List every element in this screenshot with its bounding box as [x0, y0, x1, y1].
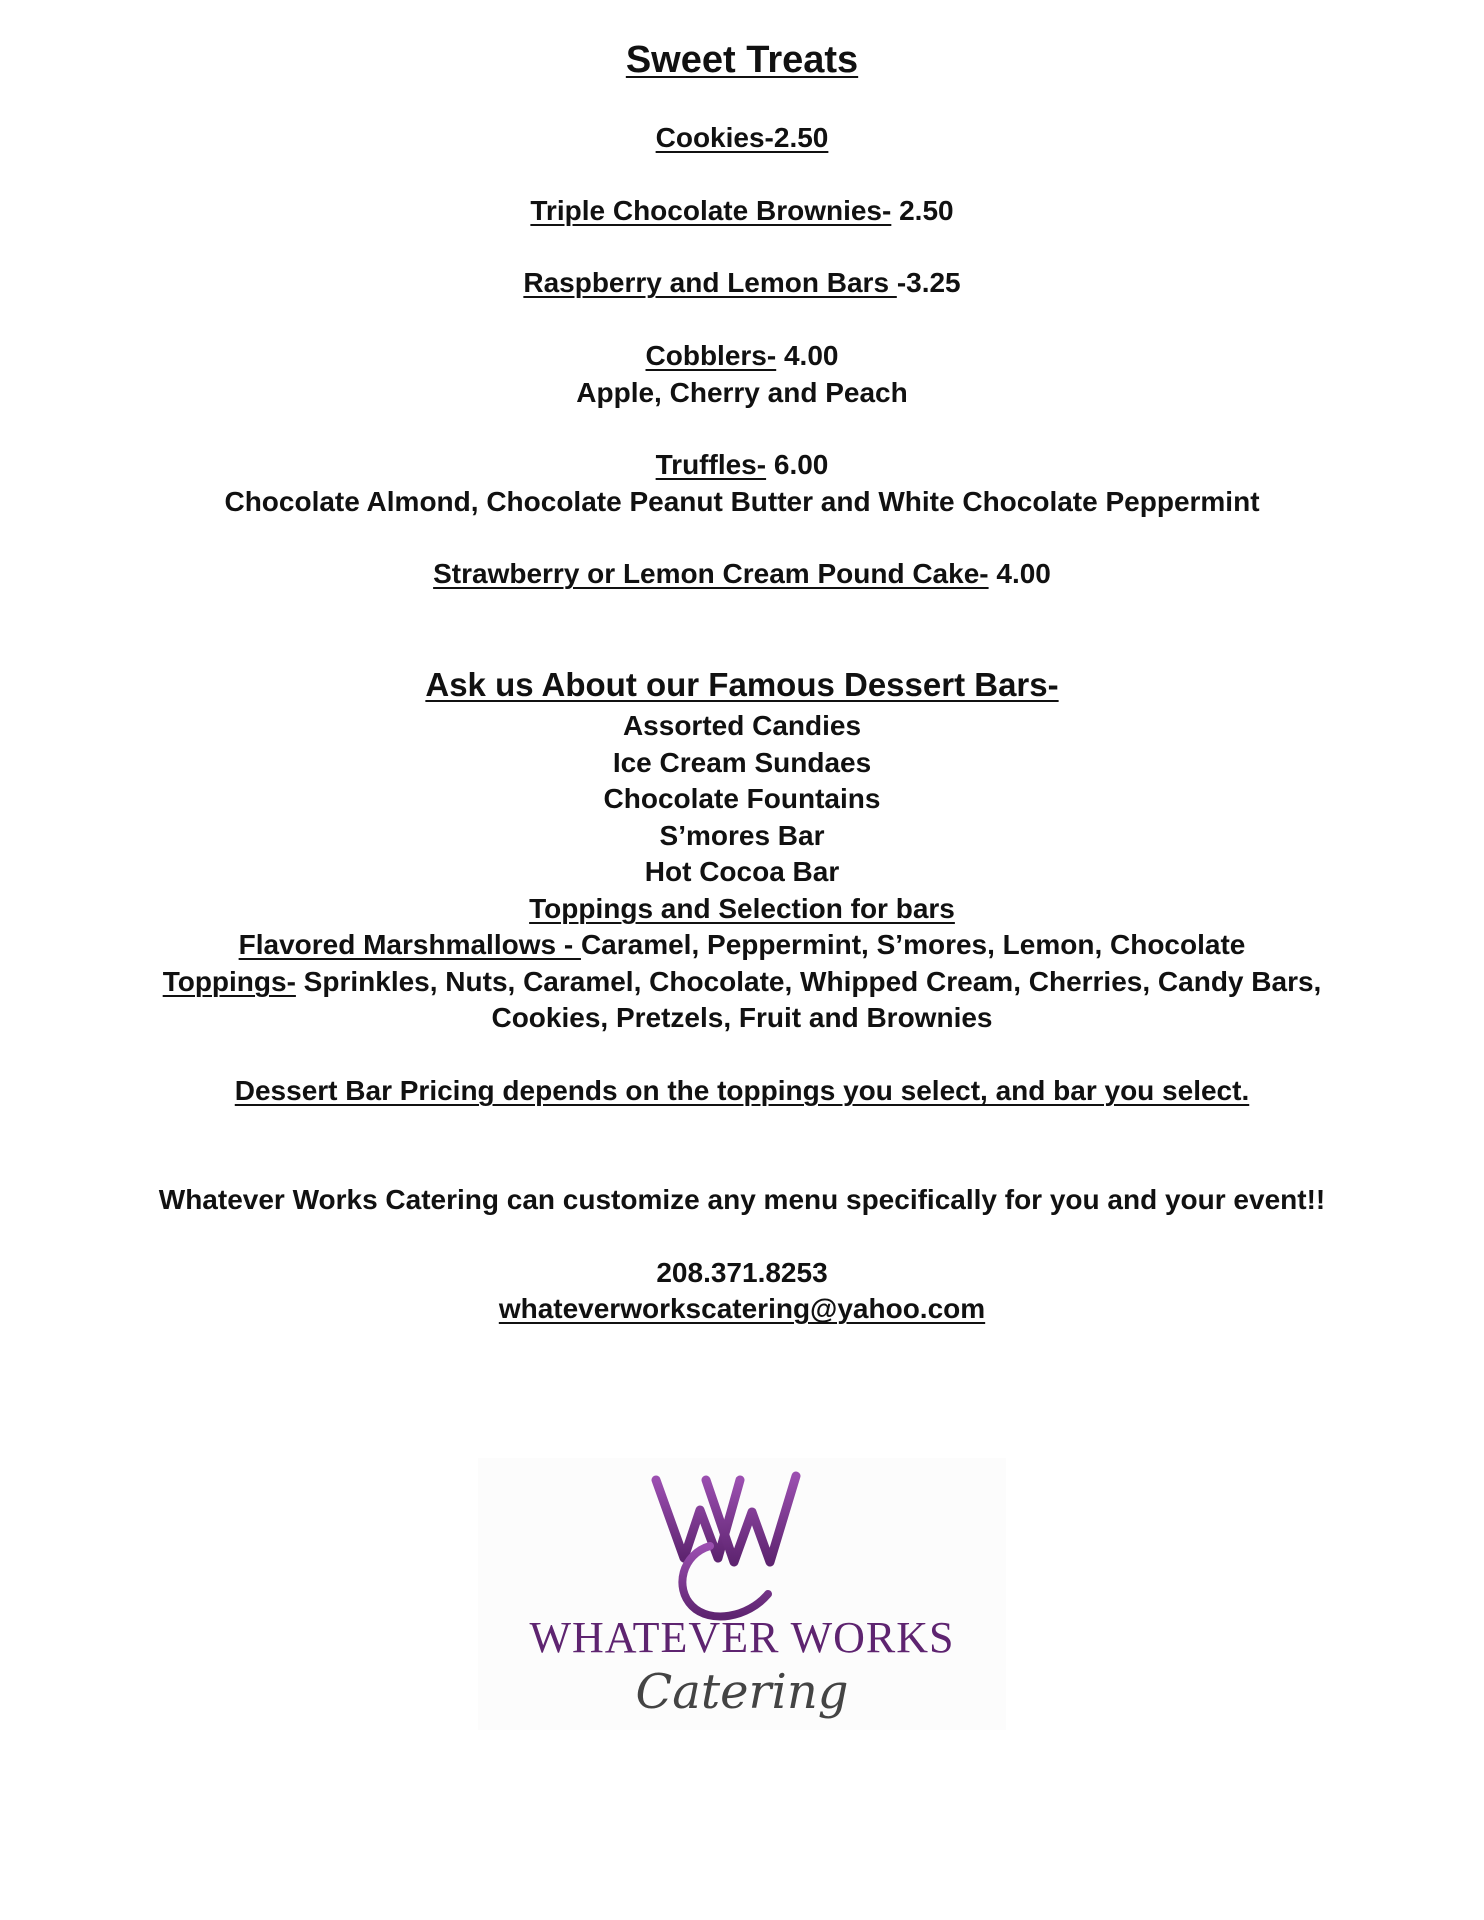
menu-item-cookies	[0, 120, 1484, 156]
menu-item-brownies	[0, 193, 1484, 229]
item-price: 4.00	[988, 558, 1051, 589]
item-price: 4.00	[776, 340, 839, 371]
menu-item-cobblers-desc	[0, 375, 1484, 411]
toppings-line	[0, 964, 1484, 1000]
phone-text: 208.371.8253	[656, 1257, 828, 1288]
toppings-line-continued	[0, 1000, 1484, 1036]
item-name: Cookies-2.50	[655, 122, 829, 153]
dessert-bar-item	[0, 781, 1484, 817]
menu-item-pound-cake	[0, 556, 1484, 592]
item-name: Raspberry and Lemon Bars	[523, 267, 897, 298]
dessert-bars-heading	[0, 665, 1484, 705]
company-logo	[478, 1458, 1006, 1730]
item-name: Cobblers-	[645, 340, 777, 371]
toppings-heading-text: Toppings and Selection for bars	[529, 893, 955, 924]
customize-note	[0, 1182, 1484, 1218]
menu-item-truffles-desc	[0, 484, 1484, 520]
item-desc: Chocolate Almond, Chocolate Peanut Butter and White Chocolate Peppermint	[224, 486, 1260, 517]
toppings-label: Toppings-	[162, 966, 296, 997]
pricing-note-text: Dessert Bar Pricing depends on the toppings you select, and bar you select.	[234, 1075, 1250, 1106]
email-link[interactable]: whateverworkscatering@yahoo.com	[498, 1293, 986, 1324]
item-name: Triple Chocolate Brownies-	[530, 195, 892, 226]
dessert-bar-item-text: Assorted Candies	[622, 710, 862, 741]
toppings-text-continued: Cookies, Pretzels, Fruit and Brownies	[491, 1002, 993, 1033]
menu-item-cobblers	[0, 338, 1484, 374]
toppings-text: Sprinkles, Nuts, Caramel, Chocolate, Whipped Cream, Cherries, Candy Bars,	[295, 966, 1322, 997]
monogram-mark	[648, 1476, 804, 1616]
page-title	[0, 37, 1484, 83]
dessert-bar-item	[0, 708, 1484, 744]
customize-note-text: Whatever Works Catering can customize any menu specifically for you and your event!!	[158, 1184, 1326, 1215]
contact-phone	[0, 1255, 1484, 1291]
menu-item-bars	[0, 265, 1484, 301]
menu-item-truffles	[0, 447, 1484, 483]
toppings-heading	[0, 891, 1484, 927]
item-desc: Apple, Cherry and Peach	[576, 377, 908, 408]
dessert-bar-item-text: S’mores Bar	[659, 820, 825, 851]
item-price: -3.25	[896, 267, 961, 298]
contact-email[interactable]	[0, 1291, 1484, 1327]
dessert-bar-item-text: Hot Cocoa Bar	[644, 856, 840, 887]
marshmallows-label: Flavored Marshmallows -	[238, 929, 581, 960]
item-name: Strawberry or Lemon Cream Pound Cake-	[433, 558, 989, 589]
logo-graphic	[478, 1458, 1006, 1730]
dessert-bar-item	[0, 818, 1484, 854]
logo-script-text: Catering	[635, 1664, 849, 1720]
item-name: Truffles-	[655, 449, 767, 480]
title-text: Sweet Treats	[625, 39, 859, 81]
dessert-bar-item	[0, 745, 1484, 781]
logo-name-text: WHATEVER WORKS	[529, 1613, 955, 1662]
dessert-bar-item-text: Chocolate Fountains	[603, 783, 881, 814]
dessert-bar-item	[0, 854, 1484, 890]
dessert-bar-item-text: Ice Cream Sundaes	[612, 747, 872, 778]
pricing-note	[0, 1073, 1484, 1109]
marshmallows-line	[0, 927, 1484, 963]
dessert-bars-heading-text: Ask us About our Famous Dessert Bars-	[425, 666, 1059, 703]
marshmallows-text: Caramel, Peppermint, S’mores, Lemon, Chocolate	[580, 929, 1246, 960]
item-price: 2.50	[891, 195, 954, 226]
item-price: 6.00	[766, 449, 829, 480]
